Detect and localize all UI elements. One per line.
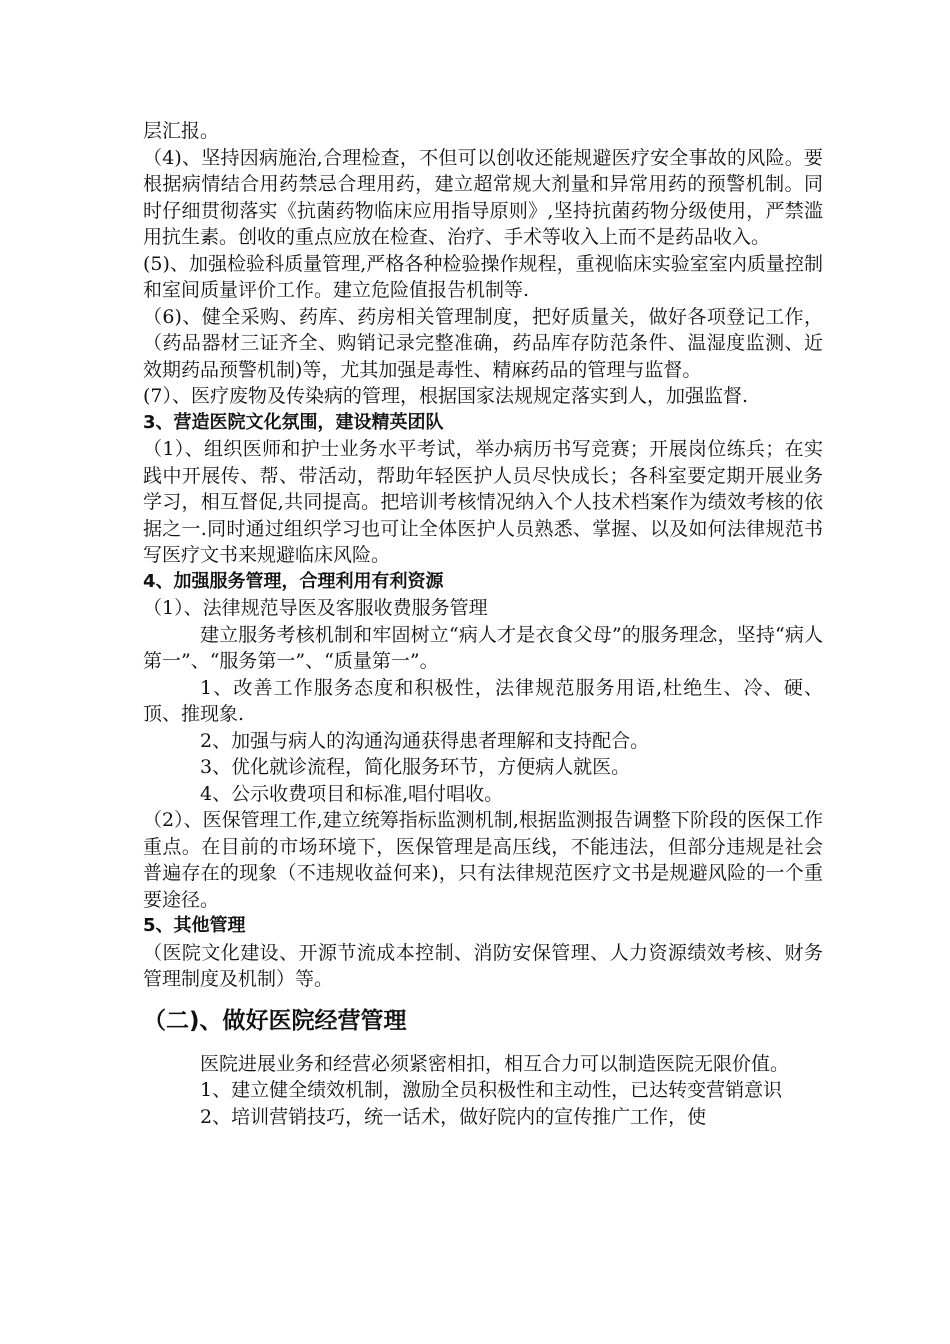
subheading: 5、其他管理 <box>143 915 246 936</box>
indented-paragraph: 2、培训营销技巧，统一话术，做好院内的宣传推广工作，使 <box>200 1105 707 1128</box>
paragraph: 层汇报。 <box>143 120 220 142</box>
indented-paragraph: 1、改善工作服务态度和积极性，法律规范服务用语,杜绝生、冷、硬、顶、推现象. <box>143 676 823 725</box>
indented-paragraph: 医院进展业务和经营必须紧密相扣，相互合力可以制造医院无限价值。 <box>200 1052 790 1075</box>
section-heading: （二)、做好医院经营管理 <box>143 1007 407 1034</box>
indented-paragraph: 4、公示收费项目和标准,唱付唱收。 <box>200 782 504 805</box>
paragraph: （1）、组织医师和护士业务水平考试，举办病历书写竞赛；开展岗位练兵；在实践中开展传、帮、带活动，帮助年轻医护人员尽快成长；各科室要定期开展业务学习，相互督促,共同提高。把培训考核情况纳入个人技术档案作为绩效考核的依据之一.同时通过组织学习也可让全体医护人员熟悉、掌握、以及如何法律规范书写医疗文书来规避临床风险。 <box>143 438 823 566</box>
indented-paragraph: 建立服务考核机制和牢固树立“病人才是衣食父母”的服务理念，坚持“病人第一”、“服务第一”、“质量第一”。 <box>143 623 823 672</box>
paragraph: （6)、健全采购、药库、药房相关管理制度，把好质量关，做好各项登记工作，（药品器材三证齐全、购销记录完整准确，药品库存防范条件、温湿度监测、近效期药品预警机制)等，尤其加强是毒性、精麻药品的管理与监督。 <box>143 305 823 381</box>
indented-paragraph: 3、优化就诊流程，简化服务环节，方便病人就医。 <box>200 756 631 778</box>
indented-paragraph: 2、加强与病人的沟通沟通获得患者理解和支持配合。 <box>200 729 650 752</box>
paragraph: （医院文化建设、开源节流成本控制、消防安保管理、人力资源绩效考核、财务管理制度及机制）等。 <box>143 941 823 990</box>
paragraph: （2）、医保管理工作,建立统筹指标监测机制,根据监测报告调整下阶段的医保工作重点。在目前的市场环境下，医保管理是高压线，不能违法，但部分违规是社会普遍存在的现象（不违规收益何来)，只有法律规范医疗文书是规避风险的一个重要途径。 <box>143 809 823 911</box>
paragraph: （1）、法律规范导医及客服收费服务管理 <box>143 597 488 619</box>
paragraph: （4)、坚持因病施治,合理检查，不但可以创收还能规避医疗安全事故的风险。要根据病情结合用药禁忌合理用药，建立超常规大剂量和异常用药的预警机制。同时仔细贯彻落实《抗菌药物临床应用指导原则》,坚持抗菌药物分级使用，严禁滥用抗生素。创收的重点应放在检查、治疗、手术等收入上而不是药品收入。 <box>143 146 823 248</box>
indented-paragraph: 1、建立健全绩效机制，激励全员积极性和主动性，已达转变营销意识 <box>200 1079 783 1101</box>
document-body <box>143 118 823 1130</box>
subheading: 3、营造医院文化氛围，建设精英团队 <box>143 411 444 433</box>
paragraph: (5)、加强检验科质量管理,严格各种检验操作规程，重视临床实验室室内质量控制和室间质量评价工作。建立危险值报告机制等. <box>143 252 823 301</box>
paragraph: (7）、医疗废物及传染病的管理，根据国家法规规定落实到人，加强监督. <box>143 385 749 407</box>
subheading: 4、加强服务管理，合理利用有利资源 <box>143 570 444 592</box>
